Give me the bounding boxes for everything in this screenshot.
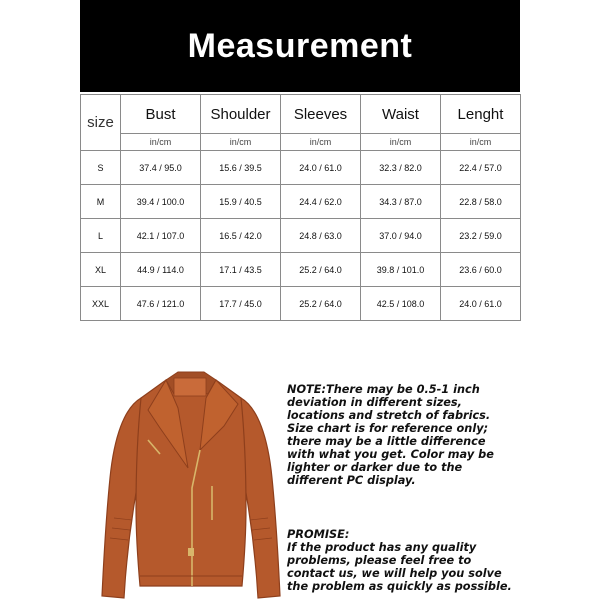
column-header-bust: Bust: [121, 95, 201, 134]
size-label: XXL: [81, 287, 121, 321]
table-row: [81, 253, 521, 287]
sleeves-cell: 24.8 / 63.0: [281, 219, 361, 253]
promise-title: PROMISE:: [287, 528, 350, 541]
size-label: L: [81, 219, 121, 253]
bust-cell: 44.9 / 114.0: [121, 253, 201, 287]
waist-cell: 39.8 / 101.0: [361, 253, 441, 287]
shoulder-cell: 15.6 / 39.5: [201, 151, 281, 185]
table-row: [81, 219, 521, 253]
page-title: Measurement: [187, 26, 413, 65]
size-label: M: [81, 185, 121, 219]
promise-text: If the product has any quality problems, please feel free to contact us, we will help you solve the problem as quickly as possible.: [287, 541, 512, 593]
table-row: [81, 185, 521, 219]
sleeves-cell: 25.2 / 64.0: [281, 287, 361, 321]
size-column-header: size: [81, 95, 121, 151]
length-cell: 23.6 / 60.0: [441, 253, 521, 287]
jacket-product-image: [96, 368, 286, 600]
shoulder-cell: 16.5 / 42.0: [201, 219, 281, 253]
size-chart-table: [80, 94, 521, 321]
waist-cell: 34.3 / 87.0: [361, 185, 441, 219]
column-header-waist: Waist: [361, 95, 441, 134]
column-header-sleeves: Sleeves: [281, 95, 361, 134]
sleeves-cell: 25.2 / 64.0: [281, 253, 361, 287]
waist-cell: 32.3 / 82.0: [361, 151, 441, 185]
shoulder-cell: 15.9 / 40.5: [201, 185, 281, 219]
header-banner: [80, 0, 520, 92]
sleeves-cell: 24.0 / 61.0: [281, 151, 361, 185]
length-cell: 23.2 / 59.0: [441, 219, 521, 253]
bust-cell: 39.4 / 100.0: [121, 185, 201, 219]
table-row: [81, 287, 521, 321]
column-header-shoulder: Shoulder: [201, 95, 281, 134]
table-row: [81, 151, 521, 185]
shoulder-cell: 17.1 / 43.5: [201, 253, 281, 287]
waist-cell: 37.0 / 94.0: [361, 219, 441, 253]
unit-label: in/cm: [121, 134, 201, 151]
bust-cell: 37.4 / 95.0: [121, 151, 201, 185]
bust-cell: 42.1 / 107.0: [121, 219, 201, 253]
promise-block: [287, 528, 512, 593]
bust-cell: 47.6 / 121.0: [121, 287, 201, 321]
size-label: XL: [81, 253, 121, 287]
length-cell: 22.4 / 57.0: [441, 151, 521, 185]
size-label: S: [81, 151, 121, 185]
unit-label: in/cm: [441, 134, 521, 151]
unit-label: in/cm: [201, 134, 281, 151]
length-cell: 24.0 / 61.0: [441, 287, 521, 321]
unit-label: in/cm: [281, 134, 361, 151]
unit-label: in/cm: [361, 134, 441, 151]
note-text: NOTE:There may be 0.5-1 inch deviation in different sizes, locations and stretch of fabrics. Size chart is for reference only; there may be a little difference with what you get. Color may be lighter or darker due to the different PC display.: [287, 383, 494, 487]
waist-cell: 42.5 / 108.0: [361, 287, 441, 321]
column-header-length: Lenght: [441, 95, 521, 134]
shoulder-cell: 17.7 / 45.0: [201, 287, 281, 321]
sleeves-cell: 24.4 / 62.0: [281, 185, 361, 219]
length-cell: 22.8 / 58.0: [441, 185, 521, 219]
